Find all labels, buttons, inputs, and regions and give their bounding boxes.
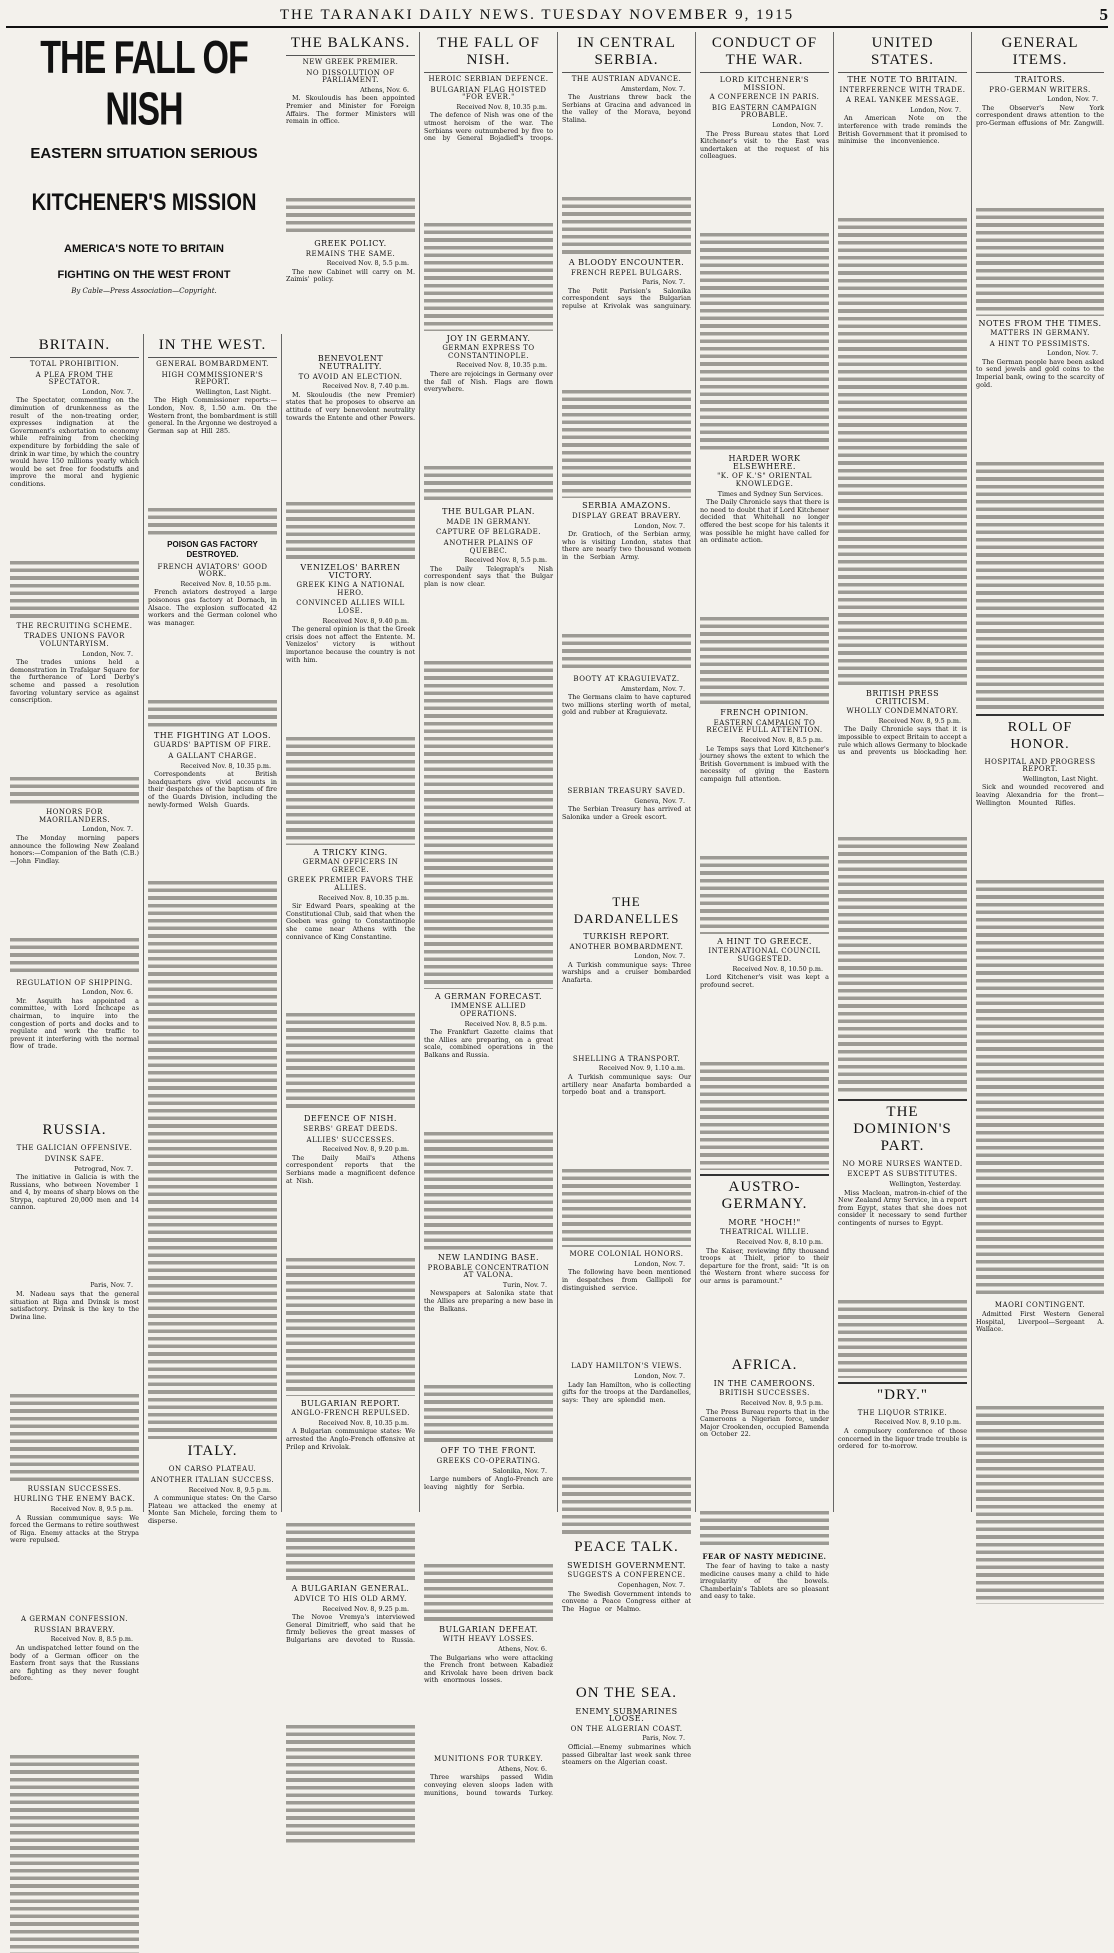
text-block — [424, 221, 553, 331]
section-heading: THE FALL OF NISH. — [424, 35, 553, 73]
dateline: Wellington, Last Night. — [1022, 774, 1098, 783]
dateline: Received Nov. 8, 7.40 p.m. — [322, 382, 409, 391]
article-text: Miss Maclean, matron-in-chief of the New Zealand Army Service, in a report from Egypt, states that she does not consider it necessary to send further contingents of nurses to Egypt. Lorem ipsum dolor sit amet consectetur adipiscing elit sed do eiusmod tempor incididunt ut labore et dolore magna aliqua ut enim ad minim veniam quis nostrud exercitation ullamco laboris nisi ut aliquip ex ea commodo consequat duis aute irure dolor in reprehenderit in voluptate velit esse cillum dolore eu fugiat nulla pariatur — [838, 1190, 967, 1296]
subheading: WITH HEAVY LOSSES. — [442, 1635, 535, 1644]
article-text: The fear of having to take a nasty medicine causes many a child to hide irregularity of the bowels. Chamberlain's Tablets are so pleasant and easy to take. Lorem ipsum dolor sit amet consectetur adipiscing elit sed do eiusmod tempor incididunt ut labore et dolore magna aliqua ut enim ad minim veniam quis nostrud exercitation ullamco laboris nisi ut aliquip ex ea commodo consequat duis aute irure dolor in reprehenderit in voluptate velit esse cillum dolore eu fugiat nulla pariatur — [700, 1563, 829, 1669]
article-text: Three warships passed Widin conveying eleven sloops laden with munitions, bound towards Turkey. Lorem ipsum dolor sit amet consectetur adipiscing elit sed do eiusmod tempor incididunt ut labore et dolore magna aliqua ut enim ad minim veniam quis nostrud exercitation ullamco laboris nisi ut aliquip ex ea commodo consequat duis aute irure dolor in reprehenderit in voluptate velit esse cillum dolore eu fugiat nulla pariatur — [424, 1774, 553, 1873]
subheading: GREEK PREMIER FAVORS THE ALLIES. — [287, 876, 414, 892]
text-block — [562, 632, 691, 672]
dateline: Received Nov. 8, 10.50 p.m. — [732, 964, 823, 973]
article-text: Official.—Enemy submarines which passed Gibraltar last week sank three steamers on the Algerian coast. Lorem ipsum dolor sit amet consectetur adipiscing elit sed do eiusmod tempor incididunt ut labore et dolore magna aliqua ut enim ad minim veniam quis nostrud exercitation ullamco laboris nisi ut aliquip ex ea commodo consequat duis aute irure dolor in reprehenderit in voluptate velit esse cillum dolore eu fugiat nulla pariatur — [562, 1744, 691, 1835]
dateline: London, Nov. 7. — [910, 105, 961, 114]
section-heading: ON THE SEA. — [575, 1684, 678, 1701]
subheading: CONVINCED ALLIES WILL LOSE. — [296, 599, 405, 616]
dateline: Paris, Nov. 7. — [90, 1281, 133, 1290]
article-text: Large numbers of Anglo-French are leaving nightly for Serbia. Lorem ipsum dolor sit amet consectetur adipiscing elit sed do eiusmod tempor incididunt ut labore et dolore magna aliqua ut enim ad minim veniam quis nostrud exercitation ullamco laboris nisi ut aliquip ex ea commodo consequat duis aute irure dolor in reprehenderit in voluptate velit esse cillum dolore eu fugiat nulla pariatur — [424, 1476, 553, 1560]
dateline: Received Nov. 8, 10.35 p.m. — [456, 102, 547, 111]
dateline: London, Nov. 7. — [82, 825, 133, 834]
article-text: The Serbian Treasury has arrived at Salonika under a Greek escort. Lorem ipsum dolor sit amet consectetur adipiscing elit sed do eiusmod tempor incididunt ut labore et dolore magna aliqua ut enim ad minim veniam quis nostrud exercitation ullamco laboris nisi ut aliquip ex ea commodo consequat duis aute irure dolor in reprehenderit in voluptate velit esse cillum dolore eu fugiat nulla pariatur — [562, 806, 691, 890]
dateline: Received Nov. 8, 9.5 p.m. — [50, 1504, 133, 1513]
text-block — [10, 936, 139, 976]
section-heading: THE DOMINION'S PART. — [838, 1099, 967, 1158]
lead-headline-2: EASTERN SITUATION SERIOUS — [30, 145, 258, 162]
lead-headlines — [6, 32, 282, 372]
article-text: A Bulgarian communique states: We arrested the Anglo-French offensive at Prilep and Krivolak. Lorem ipsum dolor sit amet consectetur adipiscing elit sed do eiusmod tempor incididunt ut labore et dolore magna aliqua ut enim ad minim veniam quis nostrud exercitation ullamco laboris nisi ut aliquip ex ea commodo consequat duis aute irure dolor in reprehenderit in voluptate velit esse cillum dolore eu fugiat nulla pariatur — [286, 1428, 415, 1519]
subheading: THE GALICIAN OFFENSIVE. — [16, 1144, 133, 1153]
section-heading: "DRY." — [838, 1382, 967, 1407]
article-text: The general opinion is that the Greek crisis does not affect the Entente. M. Venizelos' victory is without importance because the country is not with him. Lorem ipsum dolor sit amet consectetur adipiscing elit sed do eiusmod tempor incididunt ut labore et dolore magna aliqua ut enim ad minim veniam quis nostrud exercitation ullamco laboris nisi ut aliquip ex ea commodo consequat duis aute irure dolor in reprehenderit in voluptate velit esse cillum dolore eu fugiat nulla pariatur — [286, 626, 415, 732]
subheading: EASTERN CAMPAIGN TO RECEIVE FULL ATTENTION. — [706, 718, 823, 735]
dateline: Received Nov. 8, 10.55 p.m. — [180, 579, 271, 588]
dateline: London, Nov. 7. — [82, 387, 133, 396]
subheading: THE NOTE TO BRITAIN. — [847, 75, 958, 84]
dateline: Received Nov. 8, 10.35 p.m. — [318, 893, 409, 902]
text-block — [424, 659, 553, 989]
subheading: SERBS' GREAT DEEDS. — [303, 1125, 398, 1134]
dateline: Wellington, Yesterday. — [889, 1179, 961, 1188]
text-block — [286, 1011, 415, 1111]
text-block — [700, 854, 829, 934]
article-text: The Bulgarians who were attacking the French front between Kabadiez and Krivolak have been driven back with enormous losses. Lorem ipsum dolor sit amet consectetur adipiscing elit sed do eiusmod tempor incididunt ut labore et dolore magna aliqua ut enim ad minim veniam quis nostrud exercitation ullamco laboris nisi ut aliquip ex ea commodo consequat duis aute irure dolor in reprehenderit in voluptate velit esse cillum dolore eu fugiat nulla pariatur — [424, 1655, 553, 1754]
dateline: Times and Sydney Sun Services. — [717, 489, 823, 498]
subheading: MORE COLONIAL HONORS. — [569, 1250, 684, 1259]
subheading: SERBIA AMAZONS. — [582, 501, 671, 511]
article-text: The Daily Mail's Athens correspondent reports that the Serbians made a magnificent defence at Nish. Lorem ipsum dolor sit amet consectetur adipiscing elit sed do eiusmod tempor incididunt ut labore et dolore magna aliqua ut enim ad minim veniam quis nostrud exercitation ullamco laboris nisi ut aliquip ex ea commodo consequat duis aute irure dolor in reprehenderit in voluptate velit esse cillum dolore eu fugiat nulla pariatur — [286, 1155, 415, 1254]
dateline: London, Nov. 7. — [1047, 349, 1098, 358]
subheading: A CONFERENCE IN PARIS. — [709, 93, 820, 102]
dateline: Paris, Nov. 7. — [642, 1734, 685, 1743]
article-text: The German people have been asked to send jewels and gold coins to the Imperial bank, owing to the scarcity of gold. Lorem ipsum dolor sit amet consectetur adipiscing elit sed do eiusmod tempor incididunt ut labore et dolore magna aliqua ut enim ad minim veniam quis nostrud exercitation ullamco laboris nisi ut aliquip ex ea commodo consequat duis aute irure dolor in reprehenderit in voluptate velit esse cillum dolore eu fugiat nulla pariatur — [976, 359, 1104, 458]
subheading: LORD KITCHENER'S MISSION. — [719, 75, 810, 92]
subheading: GENERAL BOMBARDMENT. — [156, 360, 269, 368]
subheading: GERMAN OFFICERS IN GREECE. — [302, 858, 399, 874]
dateline: London, Nov. 7. — [772, 120, 823, 129]
subheading: A HINT TO PESSIMISTS. — [989, 339, 1091, 348]
subheading: TRADES UNIONS FAVOR VOLUNTARYISM. — [24, 632, 125, 649]
subheading: MATTERS IN GERMANY. — [990, 329, 1090, 338]
dateline: London, Nov. 7. — [634, 952, 685, 961]
subheading: PROBABLE CONCENTRATION AT VALONA. — [427, 1263, 550, 1280]
article-text: The Germans claim to have captured two millions sterling worth of metal, gold and rubber at Kraguievatz. Lorem ipsum dolor sit amet consectetur adipiscing elit sed do eiusmod tempor incididunt ut labore et dolore magna aliqua ut enim ad minim veniam quis nostrud exercitation ullamco laboris nisi ut aliquip ex ea commodo consequat duis aute irure dolor in reprehenderit in voluptate velit esse cillum dolore eu fugiat nulla pariatur — [562, 694, 691, 785]
article-text: The Spectator, commenting on the diminution of drunkenness as the result of the non-treating order, expresses indignation at the Government's exhortation to economy while refraining from checking expenditure by forbidding the sale of drink in war time, by which the country would have 150 millions yearly which would be set free for foodstuffs and improve the moral and hygienic conditions. Lorem ipsum dolor sit amet consectetur adipiscing elit sed do eiusmod tempor incididunt ut labore et dolore magna aliqua ut enim ad minim veniam quis nostrud exercitation ullamco laboris nisi ut aliquip ex ea commodo consequat duis aute irure dolor in reprehenderit in voluptate velit esse cillum dolore eu fugiat nulla pariatur — [10, 397, 139, 556]
dateline: Athens, Nov. 6. — [360, 85, 409, 94]
text-block — [148, 506, 277, 536]
article-text: M. Nadeau says that the general situation at Riga and Dvinsk is most satisfactory. Dvinsk is the key to the Dwina line. Lorem ipsum dolor sit amet consectetur adipiscing elit sed do eiusmod tempor incididunt ut labore et dolore magna aliqua ut enim ad minim veniam quis nostrud exercitation ullamco laboris nisi ut aliquip ex ea commodo consequat duis aute irure dolor in reprehenderit in voluptate velit esse cillum dolore eu fugiat nulla pariatur — [10, 1291, 139, 1390]
column-britain — [6, 334, 144, 1683]
article-text: A Turkish communique says: Three warships and a cruiser bombarded Anafarta. Lorem ipsum dolor sit amet consectetur adipiscing elit sed do eiusmod tempor incididunt ut labore et dolore magna aliqua ut enim ad minim veniam quis nostrud exercitation ullamco laboris nisi ut aliquip ex ea commodo consequat duis aute irure dolor in reprehenderit in voluptate velit esse cillum dolore eu fugiat nulla pariatur — [562, 962, 691, 1053]
subheading: LADY HAMILTON'S VIEWS. — [571, 1362, 682, 1371]
subheading: MADE IN GERMANY. — [446, 517, 531, 526]
subheading: ENEMY SUBMARINES LOOSE. — [575, 1706, 678, 1724]
dateline: Athens, Nov. 6. — [498, 1764, 547, 1773]
article-text: M. Skouloudis (the new Premier) states that he proposes to observe an attitude of very benevolent neutrality towards the Entente and other Powers. Lorem ipsum dolor sit amet consectetur adipiscing elit sed do eiusmod tempor incididunt ut labore et dolore magna aliqua ut enim ad minim veniam quis nostrud exercitation ullamco laboris nisi ut aliquip ex ea commodo consequat duis aute irure dolor in reprehenderit in voluptate velit esse cillum dolore eu fugiat nulla pariatur — [286, 392, 415, 498]
text-block — [700, 1509, 829, 1549]
subheading: HIGH COMMISSIONER'S REPORT. — [161, 370, 264, 387]
text-block — [700, 615, 829, 705]
subheading: DEFENCE OF NISH. — [304, 1114, 397, 1124]
article-text: The High Commissioner reports:— London, Nov. 8, 1.50 a.m. On the Western front, the bombardment is still general. In the Argonne we destroyed a German sap at Hill 285. Lorem ipsum dolor sit amet consectetur adipiscing elit sed do eiusmod tempor incididunt ut labore et dolore magna aliqua ut enim ad minim veniam quis nostrud exercitation ullamco laboris nisi ut aliquip ex ea commodo consequat duis aute irure dolor in reprehenderit in voluptate velit esse cillum dolore eu fugiat nulla pariatur — [148, 397, 277, 503]
lead-headline-5: FIGHTING ON THE WEST FRONT — [57, 269, 231, 281]
subheading: ANOTHER ITALIAN SUCCESS. — [150, 1476, 275, 1485]
subheading: NEW LANDING BASE. — [437, 1252, 540, 1262]
subheading: BENEVOLENT NEUTRALITY. — [317, 354, 384, 371]
subheading: ANOTHER PLAINS OF QUEBEC. — [443, 538, 534, 555]
subheading: INTERFERENCE WITH TRADE. — [839, 85, 966, 94]
dateline: Turin, Nov. 7. — [502, 1280, 547, 1289]
article-text: The Petit Parisien's Salonika correspondent says the Bulgarian repulse at Krivolak was sanguinary. Lorem ipsum dolor sit amet consectetur adipiscing elit sed do eiusmod tempor incididunt ut labore et dolore magna aliqua ut enim ad minim veniam quis nostrud exercitation ullamco laboris nisi ut aliquip ex ea commodo consequat duis aute irure dolor in reprehenderit in voluptate velit esse cillum dolore eu fugiat nulla pariatur — [562, 288, 691, 387]
subheading: "K. OF K.'S" ORIENTAL KNOWLEDGE. — [717, 472, 812, 489]
dateline: Received Nov. 8, 9.40 p.m. — [322, 616, 409, 625]
text-block — [148, 698, 277, 728]
subheading: OFF TO THE FRONT. — [440, 1446, 537, 1456]
text-block — [424, 464, 553, 504]
text-block — [976, 878, 1104, 1298]
dateline: Amsterdam, Nov. 7. — [621, 84, 685, 93]
subheading: BRITISH SUCCESSES. — [719, 1389, 810, 1398]
subheading: CAPTURE OF BELGRADE. — [436, 528, 541, 537]
subheading: THE LIQUOR STRIKE. — [857, 1408, 948, 1417]
article-text: Le Temps says that Lord Kitchener's journey shows the extent to which the British Government is imbued with the necessity of giving the Eastern campaign full attention. Lorem ipsum dolor sit amet consectetur adipiscing elit sed do eiusmod tempor incididunt ut labore et dolore magna aliqua ut enim ad minim veniam quis nostrud exercitation ullamco laboris nisi ut aliquip ex ea commodo consequat duis aute irure dolor in reprehenderit in voluptate velit esse cillum dolore eu fugiat nulla pariatur — [700, 746, 829, 852]
article-text: Lord Kitchener's visit was kept a profound secret. Lorem ipsum dolor sit amet consectetur adipiscing elit sed do eiusmod tempor incididunt ut labore et dolore magna aliqua ut enim ad minim veniam quis nostrud exercitation ullamco laboris nisi ut aliquip ex ea commodo consequat duis aute irure dolor in reprehenderit in voluptate velit esse cillum dolore eu fugiat nulla pariatur — [700, 974, 829, 1058]
subheading: HONORS FOR MAORILANDERS. — [38, 808, 111, 824]
subheading: THEATRICAL WILLIE. — [720, 1228, 809, 1237]
subheading: GREEKS CO-OPERATING. — [436, 1457, 541, 1466]
section-heading: THE DARDANELLES — [573, 893, 680, 926]
dateline: Amsterdam, Nov. 7. — [621, 684, 685, 693]
subheading: BRITISH PRESS CRITICISM. — [865, 689, 940, 706]
section-heading: PEACE TALK. — [574, 1538, 679, 1555]
subheading: GUARDS' BAPTISM OF FIRE. — [153, 741, 272, 750]
lead-headline-4: AMERICA'S NOTE TO BRITAIN — [64, 243, 224, 255]
column-united-states — [834, 32, 972, 1512]
subheading: WHOLLY CONDEMNATORY. — [846, 707, 959, 716]
dateline: Received Nov. 8, 8.10 p.m. — [736, 1237, 823, 1246]
subheading: BULGARIAN FLAG HOISTED "FOR EVER." — [430, 85, 547, 102]
subheading: IN THE CAMEROONS. — [713, 1378, 816, 1388]
article-text: Sick and wounded recovered and leaving Alexandria for the front—Wellington Mounted Rifles. Lorem ipsum dolor sit amet consectetur adipiscing elit sed do eiusmod tempor incididunt ut labore et dolore magna aliqua ut enim ad minim veniam quis nostrud exercitation ullamco laboris nisi ut aliquip ex ea commodo consequat duis aute irure dolor in reprehenderit in voluptate velit esse cillum dolore eu fugiat nulla pariatur — [976, 784, 1104, 875]
subheading: REMAINS THE SAME. — [305, 249, 396, 258]
article-text: The Novoe Vremya's interviewed General Dimitrieff, who said that he firmly believes the great masses of Bulgarians are devoted to Russia. Lorem ipsum dolor sit amet consectetur adipiscing elit sed do eiusmod tempor incididunt ut labore et dolore magna aliqua ut enim ad minim veniam quis nostrud exercitation ullamco laboris nisi ut aliquip ex ea commodo consequat duis aute irure dolor in reprehenderit in voluptate velit esse cillum dolore eu fugiat nulla pariatur — [286, 1614, 415, 1720]
column-west — [144, 334, 282, 1526]
subheading: EXCEPT AS SUBSTITUTES. — [847, 1170, 958, 1179]
subheading: ON THE ALGERIAN COAST. — [570, 1724, 683, 1733]
text-block — [838, 1298, 967, 1378]
dateline: Athens, Nov. 6. — [498, 1644, 547, 1653]
text-block — [286, 196, 415, 236]
text-block — [286, 500, 415, 560]
subheading: ANGLO-FRENCH REPULSED. — [291, 1409, 410, 1418]
section-heading: IN THE WEST. — [148, 337, 277, 358]
article-text: The Observer's New York correspondent draws attention to the pro-German effusions of Mr. Zangwill. Lorem ipsum dolor sit amet consectetur adipiscing elit sed do eiusmod tempor incididunt ut labore et dolore magna aliqua ut enim ad minim veniam quis nostrud exercitation ullamco laboris nisi ut aliquip ex ea commodo consequat duis aute irure dolor in reprehenderit in voluptate velit esse cillum dolore eu fugiat nulla pariatur — [976, 105, 1104, 204]
subheading: GREEK POLICY. — [314, 239, 387, 249]
subheading: THE BULGAR PLAN. — [442, 507, 535, 517]
text-block — [700, 231, 829, 451]
dateline: Geneva, Nov. 7. — [634, 796, 685, 805]
article-text: An American Note on the interference with trade reminds the British Government that it promised to minimise the inconvenience. Lorem ipsum dolor sit amet consectetur adipiscing elit sed do eiusmod tempor incididunt ut labore et dolore magna aliqua ut enim ad minim veniam quis nostrud exercitation ullamco laboris nisi ut aliquip ex ea commodo consequat duis aute irure dolor in reprehenderit in voluptate velit esse cillum dolore eu fugiat nulla pariatur — [838, 115, 967, 214]
article-text: The trades unions held a demonstration in Trafalgar Square for the furtherance of Lord Derby's scheme and passed a resolution favoring voluntary service as against conscription. Lorem ipsum dolor sit amet consectetur adipiscing elit sed do eiusmod tempor incididunt ut labore et dolore magna aliqua ut enim ad minim veniam quis nostrud exercitation ullamco laboris nisi ut aliquip ex ea commodo consequat duis aute irure dolor in reprehenderit in voluptate velit esse cillum dolore eu fugiat nulla pariatur — [10, 659, 139, 773]
subheading: HOSPITAL AND PROGRESS REPORT. — [984, 757, 1096, 774]
article-text: A communique states: On the Carso Plateau we attacked the enemy at Monte San Michele, forcing them to disperse. Lorem ipsum dolor sit amet consectetur adipiscing elit sed do eiusmod tempor incididunt ut labore et dolore magna aliqua ut enim ad minim veniam quis nostrud exercitation ullamco laboris nisi ut aliquip ex ea commodo consequat duis aute irure dolor in reprehenderit in voluptate velit esse cillum dolore eu fugiat nulla pariatur — [148, 1495, 277, 1594]
section-heading: UNITED STATES. — [838, 35, 967, 73]
subheading: TOTAL PROHIBITION. — [29, 360, 120, 368]
subheading: A GERMAN CONFESSION. — [21, 1615, 128, 1624]
text-block — [424, 1562, 553, 1622]
article-text: An undispatched letter found on the body of a German officer on the Eastern front says that the Russians are fighting as they never fought before. Lorem ipsum dolor sit amet consectetur adipiscing elit sed do eiusmod tempor incididunt ut labore et dolore magna aliqua ut enim ad minim veniam quis nostrud exercitation ullamco laboris nisi ut aliquip ex ea commodo consequat duis aute irure dolor in reprehenderit in voluptate velit esse cillum dolore eu fugiat nulla pariatur — [10, 1645, 139, 1751]
article-text: Correspondents at British headquarters give vivid accounts in their despatches of the baptism of fire of the Guards Division, including the newly-formed Welsh Guards. Lorem ipsum dolor sit amet consectetur adipiscing elit sed do eiusmod tempor incididunt ut labore et dolore magna aliqua ut enim ad minim veniam quis nostrud exercitation ullamco laboris nisi ut aliquip ex ea commodo consequat duis aute irure dolor in reprehenderit in voluptate velit esse cillum dolore eu fugiat nulla pariatur — [148, 771, 277, 877]
article-text: Admitted First Western General Hospital, Liverpool—Sergeant A. Wallace. Lorem ipsum dolor sit amet consectetur adipiscing elit sed do eiusmod tempor incididunt ut labore et dolore magna aliqua ut enim ad minim veniam quis nostrud exercitation ullamco laboris nisi ut aliquip ex ea commodo consequat duis aute irure dolor in reprehenderit in voluptate velit esse cillum dolore eu fugiat nulla pariatur — [976, 1311, 1104, 1402]
section-heading: AFRICA. — [731, 1356, 798, 1373]
subheading: A TRICKY KING. — [313, 847, 388, 857]
text-block — [562, 1475, 691, 1535]
subheading: HURLING THE ENEMY BACK. — [13, 1495, 136, 1504]
article-text: The Daily Chronicle says that there is no need to doubt that if Lord Kitchener decided that Whitehall no longer offered the best scope for his talents it was possible he might have called for an ordinate action. Lorem ipsum dolor sit amet consectetur adipiscing elit sed do eiusmod tempor incididunt ut labore et dolore magna aliqua ut enim ad minim veniam quis nostrud exercitation ullamco laboris nisi ut aliquip ex ea commodo consequat duis aute irure dolor in reprehenderit in voluptate velit esse cillum dolore eu fugiat nulla pariatur — [700, 499, 829, 613]
subheading: NO DISSOLUTION OF PARLIAMENT. — [306, 68, 395, 85]
article-text: The Press Bureau states that Lord Kitchener's visit to the East was undertaken at the request of his colleagues. Lorem ipsum dolor sit amet consectetur adipiscing elit sed do eiusmod tempor incididunt ut labore et dolore magna aliqua ut enim ad minim veniam quis nostrud exercitation ullamco laboris nisi ut aliquip ex ea commodo consequat duis aute irure dolor in reprehenderit in voluptate velit esse cillum dolore eu fugiat nulla pariatur — [700, 131, 829, 230]
subheading: TO AVOID AN ELECTION. — [298, 372, 403, 381]
subheading: A GERMAN FORECAST. — [434, 991, 543, 1001]
text-block — [838, 835, 967, 1095]
subheading: RUSSIAN SUCCESSES. — [27, 1484, 122, 1493]
article-text: The Monday morning papers announce the following New Zealand honors:—Companion of the Bath (C.B.)—John Findlay. Lorem ipsum dolor sit amet consectetur adipiscing elit sed do eiusmod tempor incididunt ut labore et dolore magna aliqua ut enim ad minim veniam quis nostrud exercitation ullamco laboris nisi ut aliquip ex ea commodo consequat duis aute irure dolor in reprehenderit in voluptate velit esse cillum dolore eu fugiat nulla pariatur — [10, 835, 139, 934]
article-text: Lady Ian Hamilton, who is collecting gifts for the troops at the Dardanelles, says: They are splendid men. Lorem ipsum dolor sit amet consectetur adipiscing elit sed do eiusmod tempor incididunt ut labore et dolore magna aliqua ut enim ad minim veniam quis nostrud exercitation ullamco laboris nisi ut aliquip ex ea commodo consequat duis aute irure dolor in reprehenderit in voluptate velit esse cillum dolore eu fugiat nulla pariatur — [562, 1382, 691, 1473]
text-block — [424, 1130, 553, 1250]
section-heading: ITALY. — [187, 1443, 238, 1460]
text-block — [700, 1060, 829, 1170]
dateline: Received Nov. 8, 10.35 p.m. — [456, 361, 547, 370]
subheading: POISON GAS FACTORY DESTROYED. — [167, 539, 258, 559]
column-balkans — [282, 32, 420, 1644]
dateline: Petrograd, Nov. 7. — [74, 1164, 133, 1173]
section-heading: ROLL OF HONOR. — [976, 714, 1104, 756]
dateline: Received Nov. 8, 9.5 p.m. — [740, 1399, 823, 1408]
subheading: ALLIES' SUCCESSES. — [306, 1135, 395, 1144]
column-conduct-of-war — [696, 32, 834, 1601]
subheading: A BLOODY ENCOUNTER. — [568, 257, 685, 267]
dateline: Paris, Nov. 7. — [642, 278, 685, 287]
subheading: BULGARIAN DEFEAT. — [439, 1624, 538, 1634]
dateline: Salonika, Nov. 7. — [492, 1466, 547, 1475]
dateline: Received Nov. 8, 9.10 p.m. — [874, 1418, 961, 1427]
article-text: The Frankfurt Gazette claims that the Allies are preparing, on a great scale, combined operations in the Balkans and Russia. Lorem ipsum dolor sit amet consectetur adipiscing elit sed do eiusmod tempor incididunt ut labore et dolore magna aliqua ut enim ad minim veniam quis nostrud exercitation ullamco laboris nisi ut aliquip ex ea commodo consequat duis aute irure dolor in reprehenderit in voluptate velit esse cillum dolore eu fugiat nulla pariatur — [424, 1029, 553, 1128]
text-block — [10, 1753, 139, 1953]
text-block — [286, 1723, 415, 1843]
subheading: RUSSIAN BRAVERY. — [33, 1625, 116, 1634]
subheading: A REAL YANKEE MESSAGE. — [845, 96, 960, 105]
article-text: A compulsory conference of those concerned in the liquor trade trouble is ordered for to-morrow. Lorem ipsum dolor sit amet consectetur adipiscing elit sed do eiusmod tempor incididunt ut labore et dolore magna aliqua ut enim ad minim veniam quis nostrud exercitation ullamco laboris nisi ut aliquip ex ea commodo consequat duis aute irure dolor in reprehenderit in voluptate velit esse cillum dolore eu fugiat nulla pariatur — [838, 1428, 967, 1519]
subheading: SUGGESTS A CONFERENCE. — [567, 1571, 686, 1580]
text-block — [286, 1256, 415, 1396]
text-block — [424, 1383, 553, 1443]
subheading: NOTES FROM THE TIMES. — [978, 318, 1102, 328]
subheading: JOY IN GERMANY. — [446, 333, 531, 343]
dateline: Received Nov. 8, 5.5 p.m. — [464, 556, 547, 565]
article-text: Sir Edward Pears, speaking at the Constitutional Club, said that when the Goeben was going to Constantinople she came near Athens with the connivance of King Constantine. Lorem ipsum dolor sit amet consectetur adipiscing elit sed do eiusmod tempor incididunt ut labore et dolore magna aliqua ut enim ad minim veniam quis nostrud exercitation ullamco laboris nisi ut aliquip ex ea commodo consequat duis aute irure dolor in reprehenderit in voluptate velit esse cillum dolore eu fugiat nulla pariatur — [286, 903, 415, 1009]
article-text: There are rejoicings in Germany over the fall of Nish. Flags are flown everywhere. Lorem ipsum dolor sit amet consectetur adipiscing elit sed do eiusmod tempor incididunt ut labore et dolore magna aliqua ut enim ad minim veniam quis nostrud exercitation ullamco laboris nisi ut aliquip ex ea commodo consequat duis aute irure dolor in reprehenderit in voluptate velit esse cillum dolore eu fugiat nulla pariatur — [424, 371, 553, 462]
text-block — [562, 388, 691, 498]
article-text: Dr. Gratioch, of the Serbian army, who is visiting London, states that there are nearly two thousand women in the Serbian Army. Lorem ipsum dolor sit amet consectetur adipiscing elit sed do eiusmod tempor incididunt ut labore et dolore magna aliqua ut enim ad minim veniam quis nostrud exercitation ullamco laboris nisi ut aliquip ex ea commodo consequat duis aute irure dolor in reprehenderit in voluptate velit esse cillum dolore eu fugiat nulla pariatur — [562, 531, 691, 630]
subheading: DVINSK SAFE. — [44, 1154, 105, 1163]
dateline: Received Nov. 9, 1.10 a.m. — [598, 1064, 685, 1073]
subheading: MORE "HOCH!" — [728, 1217, 801, 1227]
text-block — [562, 1167, 691, 1247]
text-block — [148, 879, 277, 1439]
dateline: Received Nov. 8, 9.25 p.m. — [322, 1604, 409, 1613]
section-heading: CONDUCT OF THE WAR. — [700, 35, 829, 73]
subheading: SERBIAN TREASURY SAVED. — [567, 787, 686, 796]
article-text: The following have been mentioned in despatches from Gallipoli for distinguished service. Lorem ipsum dolor sit amet consectetur adipiscing elit sed do eiusmod tempor incididunt ut labore et dolore magna aliqua ut enim ad minim veniam quis nostrud exercitation ullamco laboris nisi ut aliquip ex ea commodo consequat duis aute irure dolor in reprehenderit in voluptate velit esse cillum dolore eu fugiat nulla pariatur — [562, 1269, 691, 1360]
article-text: The initiative in Galicia is with the Russians, who between November 1 and 4, by means of sharp blows on the Strypa, captured 20,000 men and 14 cannon. Lorem ipsum dolor sit amet consectetur adipiscing elit sed do eiusmod tempor incididunt ut labore et dolore magna aliqua ut enim ad minim veniam quis nostrud exercitation ullamco laboris nisi ut aliquip ex ea commodo consequat duis aute irure dolor in reprehenderit in voluptate velit esse cillum dolore eu fugiat nulla pariatur — [10, 1174, 139, 1280]
dateline: Received Nov. 8, 9.5 p.m. — [188, 1485, 271, 1494]
subheading: BOOTY AT KRAGUIEVATZ. — [573, 674, 680, 683]
subheading: FRENCH OPINION. — [720, 708, 809, 718]
lead-byline: By Cable—Press Association—Copyright. — [71, 287, 217, 295]
subheading: PRO-GERMAN WRITERS. — [989, 85, 1091, 94]
article-text: M. Skouloudis has been appointed Premier and Minister for Foreign Affairs. The former Ministers will remain in office. Lorem ipsum dolor sit amet consectetur adipiscing elit sed do eiusmod tempor incididunt ut labore et dolore magna aliqua ut enim ad minim veniam quis nostrud exercitation ullamco laboris nisi ut aliquip ex ea commodo consequat duis aute irure dolor in reprehenderit in voluptate velit esse cillum dolore eu fugiat nulla pariatur — [286, 95, 415, 194]
subheading: HARDER WORK ELSEWHERE. — [728, 454, 801, 471]
dateline: London, Nov. 7. — [634, 1259, 685, 1268]
article-text: The Daily Chronicle says that it is impossible to expect Britain to accept a rule which allows Germany to blockade us and prevents us blockading her. Lorem ipsum dolor sit amet consectetur adipiscing elit sed do eiusmod tempor incididunt ut labore et dolore magna aliqua ut enim ad minim veniam quis nostrud exercitation ullamco laboris nisi ut aliquip ex ea commodo consequat duis aute irure dolor in reprehenderit in voluptate velit esse cillum dolore eu fugiat nulla pariatur — [838, 726, 967, 832]
subheading: REGULATION OF SHIPPING. — [16, 978, 133, 987]
text-block — [10, 559, 139, 619]
column-general-items — [972, 32, 1108, 1512]
dateline: Received Nov. 8, 5.5 p.m. — [326, 259, 409, 268]
text-block — [286, 1521, 415, 1581]
subheading: GREEK KING A NATIONAL HERO. — [296, 581, 405, 597]
subheading: A GALLANT CHARGE. — [168, 751, 257, 760]
section-heading: AUSTRO-GERMANY. — [700, 1174, 829, 1216]
page-number: 5 — [1099, 5, 1108, 24]
subheading: THE AUSTRIAN ADVANCE. — [571, 75, 682, 83]
article-text: The Daily Telegraph's Nish correspondent says that the Bulgar plan is now clear. Lorem ipsum dolor sit amet consectetur adipiscing elit sed do eiusmod tempor incididunt ut labore et dolore magna aliqua ut enim ad minim veniam quis nostrud exercitation ullamco laboris nisi ut aliquip ex ea commodo consequat duis aute irure dolor in reprehenderit in voluptate velit esse cillum dolore eu fugiat nulla pariatur — [424, 566, 553, 657]
dateline: Received Nov. 8, 8.5 p.m. — [50, 1635, 133, 1644]
subheading: VENIZELOS' BARREN VICTORY. — [300, 563, 401, 580]
lead-headline-3: KITCHENER'S MISSION — [31, 189, 257, 217]
subheading: THE FIGHTING AT LOOS. — [153, 730, 272, 740]
subheading: HEROIC SERBIAN DEFENCE. — [428, 75, 549, 83]
article-text: The defence of Nish was one of the utmost heroism of the war. The Serbians were outnumbered by five to one by General Bojadieff's troops. Lorem ipsum dolor sit amet consectetur adipiscing elit sed do eiusmod tempor incididunt ut labore et dolore magna aliqua ut enim ad minim veniam quis nostrud exercitation ullamco laboris nisi ut aliquip ex ea commodo consequat duis aute irure dolor in reprehenderit in voluptate velit esse cillum dolore eu fugiat nulla pariatur — [424, 112, 553, 218]
subheading: A BULGARIAN GENERAL. — [291, 1584, 410, 1594]
dateline: Received Nov. 8, 10.35 p.m. — [318, 1418, 409, 1427]
subheading: A PLEA FROM THE SPECTATOR. — [35, 370, 114, 387]
column-fall-of-nish — [420, 32, 558, 1797]
subheading: BIG EASTERN CAMPAIGN PROBABLE. — [711, 103, 818, 120]
article-text: Mr. Asquith has appointed a committee, with Lord Inchcape as chairman, to inquire into the congestion of ports and docks and to regulate and work the traffic to prevent it interfering with the normal flow of trade. Lorem ipsum dolor sit amet consectetur adipiscing elit sed do eiusmod tempor incididunt ut labore et dolore magna aliqua ut enim ad minim veniam quis nostrud exercitation ullamco laboris nisi ut aliquip ex ea commodo consequat duis aute irure dolor in reprehenderit in voluptate velit esse cillum dolore eu fugiat nulla pariatur — [10, 998, 139, 1120]
section-heading: RUSSIA. — [42, 1122, 107, 1139]
columns — [6, 32, 1108, 1797]
column-central-serbia — [558, 32, 696, 1767]
subheading: MAORI CONTINGENT. — [994, 1300, 1086, 1309]
subheading: FRENCH AVIATORS' GOOD WORK. — [157, 562, 268, 579]
dateline: Received Nov. 8, 8.5 p.m. — [464, 1019, 547, 1028]
dateline: London, Nov. 7. — [634, 1372, 685, 1381]
article-text: French aviators destroyed a large poisonous gas factory at Dornach, in Alsace. The explosion suffocated 42 workers and the German colonel who was manager. Lorem ipsum dolor sit amet consectetur adipiscing elit sed do eiusmod tempor incididunt ut labore et dolore magna aliqua ut enim ad minim veniam quis nostrud exercitation ullamco laboris nisi ut aliquip ex ea commodo consequat duis aute irure dolor in reprehenderit in voluptate velit esse cillum dolore eu fugiat nulla pariatur — [148, 589, 277, 695]
article-text: The new Cabinet will carry on M. Zaimis' policy. Lorem ipsum dolor sit amet consectetur adipiscing elit sed do eiusmod tempor incididunt ut labore et dolore magna aliqua ut enim ad minim veniam quis nostrud exercitation ullamco laboris nisi ut aliquip ex ea commodo consequat duis aute irure dolor in reprehenderit in voluptate velit esse cillum dolore eu fugiat nulla pariatur — [286, 269, 415, 353]
text-block — [838, 216, 967, 686]
subheading: TURKISH REPORT. — [583, 931, 670, 941]
dateline: London, Nov. 7. — [82, 649, 133, 658]
article-text: The Swedish Government intends to convene a Peace Congress either at The Hague or Malmo. Lorem ipsum dolor sit amet consectetur adipiscing elit sed do eiusmod tempor incididunt ut labore et dolore magna aliqua ut enim ad minim veniam quis nostrud exercitation ullamco laboris nisi ut aliquip ex ea commodo consequat duis aute irure dolor in reprehenderit in voluptate velit esse cillum dolore eu fugiat nulla pariatur — [562, 1591, 691, 1682]
subheading: NEW GREEK PREMIER. — [302, 58, 399, 66]
masthead-title: THE TARANAKI DAILY NEWS. TUESDAY NOVEMBER 9, 1915 — [279, 6, 795, 23]
dateline: London, Nov. 7. — [634, 521, 685, 530]
subheading: FEAR OF NASTY MEDICINE. — [702, 1552, 827, 1562]
subheading: A HINT TO GREECE. — [717, 936, 812, 946]
article-text: The Austrians threw back the Serbians at Gracina and advanced in the valley of the Morava, beyond Stalina. Lorem ipsum dolor sit amet consectetur adipiscing elit sed do eiusmod tempor incididunt ut labore et dolore magna aliqua ut enim ad minim veniam quis nostrud exercitation ullamco laboris nisi ut aliquip ex ea commodo consequat duis aute irure dolor in reprehenderit in voluptate velit esse cillum dolore eu fugiat nulla pariatur — [562, 94, 691, 193]
dateline: Copenhagen, Nov. 7. — [617, 1580, 685, 1589]
subheading: IMMENSE ALLIED OPERATIONS. — [450, 1002, 527, 1019]
dateline: Received Nov. 8, 9.20 p.m. — [322, 1145, 409, 1154]
text-block — [10, 1392, 139, 1482]
subheading: DISPLAY GREAT BRAVERY. — [572, 512, 681, 520]
masthead — [6, 4, 1108, 28]
article-text: A Russian communique says: We forced the Germans to retire southwest of Riga. Enemy attacks at the Strypa were repulsed. Lorem ipsum dolor sit amet consectetur adipiscing elit sed do eiusmod tempor incididunt ut labore et dolore magna aliqua ut enim ad minim veniam quis nostrud exercitation ullamco laboris nisi ut aliquip ex ea commodo consequat duis aute irure dolor in reprehenderit in voluptate velit esse cillum dolore eu fugiat nulla pariatur — [10, 1515, 139, 1614]
article-text: The Press Bureau reports that in the Cameroons a Nigerian force, under Major Crookenden, occupied Bamenda on October 22. Lorem ipsum dolor sit amet consectetur adipiscing elit sed do eiusmod tempor incididunt ut labore et dolore magna aliqua ut enim ad minim veniam quis nostrud exercitation ullamco laboris nisi ut aliquip ex ea commodo consequat duis aute irure dolor in reprehenderit in voluptate velit esse cillum dolore eu fugiat nulla pariatur — [700, 1409, 829, 1508]
subheading: THE RECRUITING SCHEME. — [16, 621, 133, 630]
section-heading: BRITAIN. — [10, 337, 139, 358]
article-text: A Turkish communique says: Our artillery near Anafarta bombarded a torpedo boat and a transport. Lorem ipsum dolor sit amet consectetur adipiscing elit sed do eiusmod tempor incididunt ut labore et dolore magna aliqua ut enim ad minim veniam quis nostrud exercitation ullamco laboris nisi ut aliquip ex ea commodo consequat duis aute irure dolor in reprehenderit in voluptate velit esse cillum dolore eu fugiat nulla pariatur — [562, 1074, 691, 1165]
dateline: Wellington, Last Night. — [195, 387, 271, 396]
subheading: TRAITORS. — [1014, 75, 1066, 84]
dateline: Received Nov. 8, 10.35 p.m. — [180, 761, 271, 770]
section-heading: THE BALKANS. — [286, 35, 415, 56]
subheading: NO MORE NURSES WANTED. — [842, 1159, 963, 1168]
subheading: MUNITIONS FOR TURKEY. — [434, 1755, 543, 1764]
subheading: ADVICE TO HIS OLD ARMY. — [294, 1595, 407, 1604]
dateline: Received Nov. 8, 9.5 p.m. — [878, 716, 961, 725]
text-block — [976, 460, 1104, 710]
lead-headline-1: THE FALL OF NISH — [40, 32, 248, 136]
subheading: ON CARSO PLATEAU. — [168, 1465, 257, 1474]
text-block — [976, 1404, 1104, 1604]
dateline: London, Nov. 6. — [82, 988, 133, 997]
subheading: BULGARIAN REPORT. — [300, 1398, 401, 1408]
subheading: FRENCH REPEL BULGARS. — [570, 268, 682, 277]
dateline: Received Nov. 8, 8.5 p.m. — [740, 735, 823, 744]
subheading: SWEDISH GOVERNMENT. — [567, 1560, 686, 1570]
text-block — [976, 206, 1104, 316]
dateline: London, Nov. 7. — [1047, 95, 1098, 104]
subheading: INTERNATIONAL COUNCIL SUGGESTED. — [708, 947, 821, 964]
text-block — [286, 735, 415, 845]
text-block — [10, 775, 139, 805]
article-text: The Kaiser, reviewing fifty thousand troops at Thielt, prior to their departure for the front, said: "It is on the Western front where success for our arms is paramount." Lorem ipsum dolor sit amet consectetur adipiscing elit sed do eiusmod tempor incididunt ut labore et dolore magna aliqua ut enim ad minim veniam quis nostrud exercitation ullamco laboris nisi ut aliquip ex ea commodo consequat duis aute irure dolor in reprehenderit in voluptate velit esse cillum dolore eu fugiat nulla pariatur — [700, 1248, 829, 1354]
subheading: SHELLING A TRANSPORT. — [572, 1054, 681, 1063]
subheading: GERMAN EXPRESS TO CONSTANTINOPLE. — [442, 344, 535, 360]
subheading: ANOTHER BOMBARDMENT. — [569, 942, 684, 951]
article-text: Newspapers at Salonika state that the Allies are preparing a new base in the Balkans. Lorem ipsum dolor sit amet consectetur adipiscing elit sed do eiusmod tempor incididunt ut labore et dolore magna aliqua ut enim ad minim veniam quis nostrud exercitation ullamco laboris nisi ut aliquip ex ea commodo consequat duis aute irure dolor in reprehenderit in voluptate velit esse cillum dolore eu fugiat nulla pariatur — [424, 1290, 553, 1381]
section-heading: IN CENTRAL SERBIA. — [562, 35, 691, 73]
section-heading: GENERAL ITEMS. — [976, 35, 1104, 73]
text-block — [562, 195, 691, 255]
